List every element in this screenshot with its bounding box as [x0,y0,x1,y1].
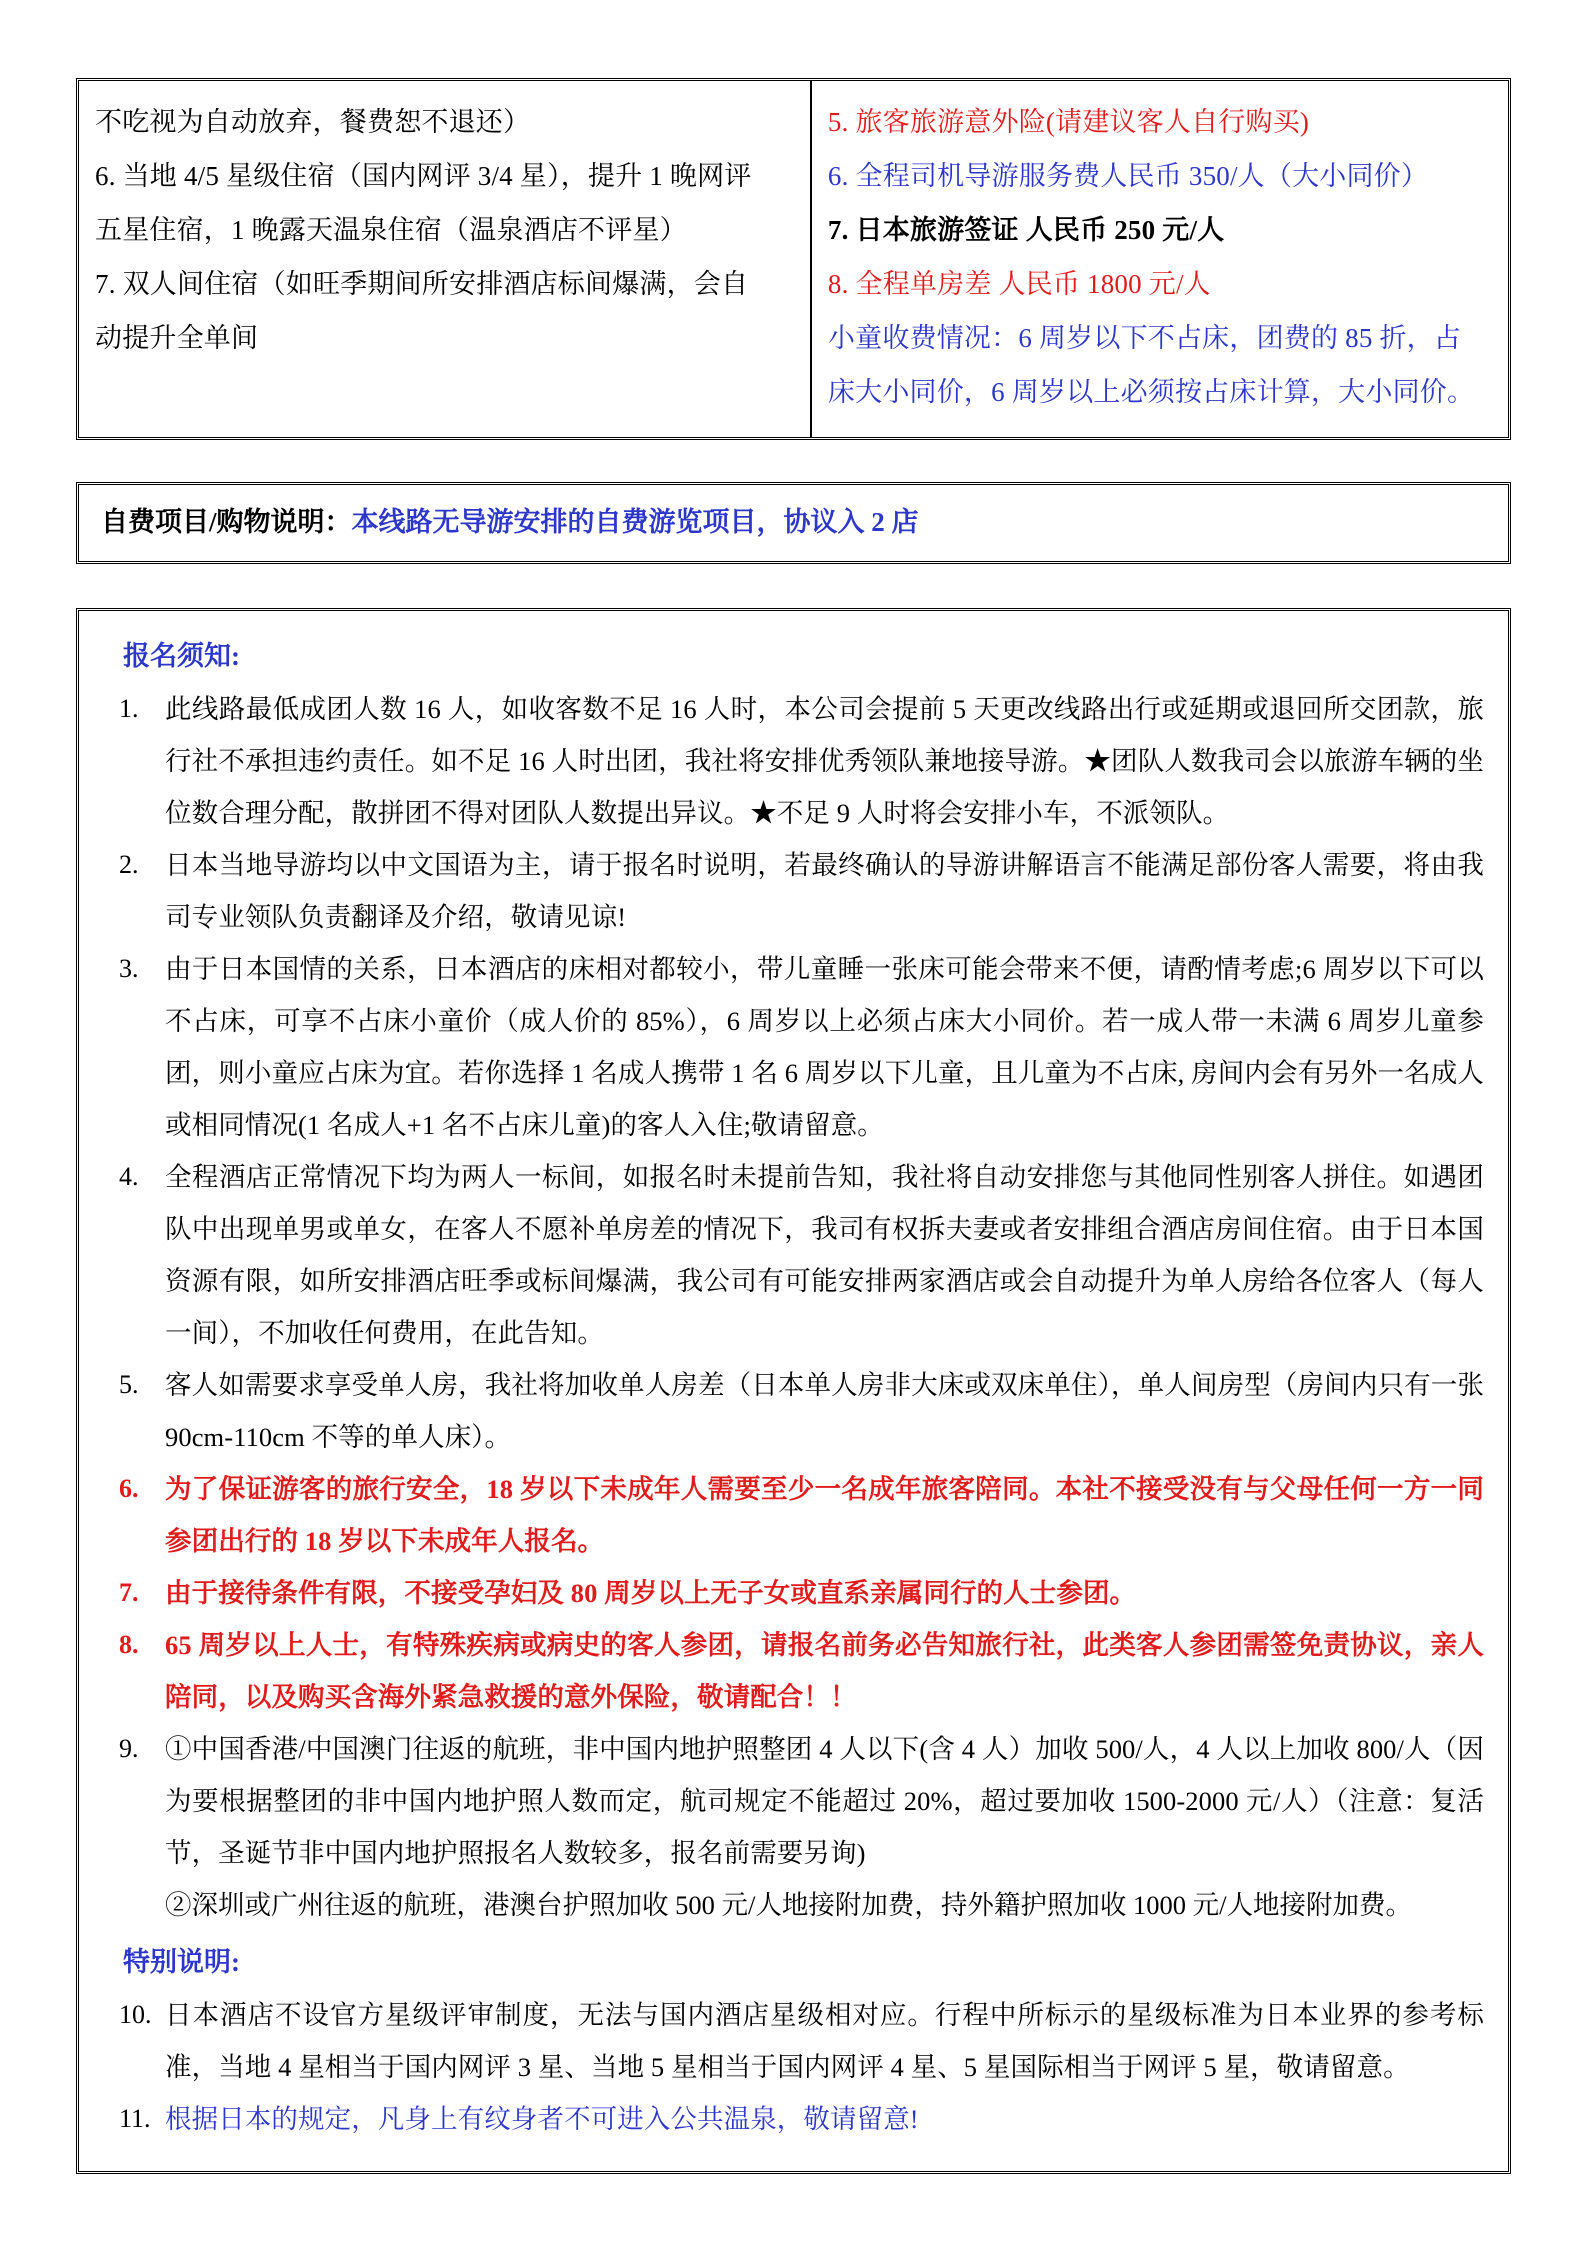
self-pay-shopping-box [76,482,1511,564]
exclusion-item-6: 6. 全程司机导游服务费人民币 350/人（大小同价） [827,161,1429,191]
notice-item-number: 10. [119,2000,152,2029]
notice-item-3 [103,943,1484,1151]
notice-item-text: 日本当地导游均以中文国语为主，请于报名时说明，若最终确认的导游讲解语言不能满足部份客人需要，将由我司专业领队负责翻译及介绍，敬请见谅! [165,850,1484,932]
left-line-1: 6. 当地 4/5 星级住宿（国内网评 3/4 星），提升 1 晚网评 [95,161,752,191]
notice-item-number: 3. [119,954,139,983]
notice-item-number: 9. [119,1734,139,1763]
notice-item-1 [103,683,1484,839]
left-line-3: 7. 双人间住宿（如旺季期间所安排酒店标间爆满，会自 [95,269,749,299]
notice-item-10 [103,1989,1484,2093]
notice-item-text: 日本酒店不设官方星级评审制度，无法与国内酒店星级相对应。行程中所标示的星级标准为日本业界的参考标准，当地 4 星相当于国内网评 3 星、当地 5 星相当于国内网评 4 星、5 星国际相当于网评 5 星，敬请留意。 [165,2000,1484,2082]
self-pay-label: 自费项目/购物说明： [101,507,352,537]
self-pay-line [101,505,1486,539]
registration-notice-box [76,608,1511,2174]
notice-item-7 [103,1567,1484,1619]
notice-item-number: 4. [119,1162,139,1191]
inclusions-exclusions-table [76,78,1511,440]
notice-item-text: 由于日本国情的关系，日本酒店的床相对都较小，带儿童睡一张床可能会带来不便，请酌情考虑;6 周岁以下可以不占床，可享不占床小童价（成人价的 85%），6 周岁以上必须占床大小同价。若一成人带一未满 6 周岁儿童参团，则小童应占床为宜。若你选择 1 名成人携带 1 名 6 周岁以下儿童，且儿童为不占床, 房间内会有另外一名成人或相同情况(1 名成人+1 名不占床儿童)的客人入住;敬请留意。 [165,954,1484,1140]
notice-item-4 [103,1151,1484,1359]
notice-item-number: 5. [119,1370,139,1399]
notice-item-text: 此线路最低成团人数 16 人，如收客数不足 16 人时，本公司会提前 5 天更改线路出行或延期或退回所交团款，旅行社不承担违约责任。如不足 16 人时出团，我社将安排优秀领队兼地接导游。★团队人数我司会以旅游车辆的坐位数合理分配，散拼团不得对团队人数提出异议。★不足 9 人时将会安排小车，不派领队。 [165,694,1484,828]
exclusion-item-8: 8. 全程单房差 人民币 1800 元/人 [827,269,1211,299]
notice-item-text: ①中国香港/中国澳门往返的航班，非中国内地护照整团 4 人以下(含 4 人）加收 500/人，4 人以上加收 800/人（因为要根据整团的非中国内地护照人数而定，航司规定不能超过 20%，超过要加收 1500-2000 元/人）（注意：复活节，圣诞节非中国内地护照报名人数较多，报名前需要另询) [165,1734,1484,1868]
notice-item-text: 根据日本的规定，凡身上有纹身者不可进入公共温泉，敬请留意! [165,2104,919,2134]
notice-item-9-sub: ②深圳或广州往返的航班，港澳台护照加收 500 元/人地接附加费，持外籍护照加收 1000 元/人地接附加费。 [165,1890,1412,1920]
notice-item-text: 为了保证游客的旅行安全，18 岁以下未成年人需要至少一名成年旅客陪同。本社不接受没有与父母任何一方一同参团出行的 18 岁以下未成年人报名。 [165,1474,1484,1556]
table-cell-left [79,81,812,437]
notice-item-6 [103,1463,1484,1567]
notice-item-number: 6. [119,1474,139,1503]
exclusion-item-5: 5. 旅客旅游意外险(请建议客人自行购买) [827,107,1310,137]
notice-item-8 [103,1619,1484,1723]
notice-item-number: 7. [119,1578,139,1607]
notice-item-11 [103,2093,1484,2145]
left-line-0: 不吃视为自动放弃，餐费恕不退还） [95,107,531,137]
left-line-2: 五星住宿，1 晚露天温泉住宿（温泉酒店不评星） [95,215,687,245]
notice-item-text: 65 周岁以上人士，有特殊疾病或病史的客人参团，请报名前务必告知旅行社，此类客人参团需签免责协议，亲人陪同，以及购买含海外紧急救援的意外保险，敬请配合！！ [165,1630,1484,1712]
notice-item-5 [103,1359,1484,1463]
exclusion-item-7: 7. 日本旅游签证 人民币 250 元/人 [827,215,1225,245]
table-cell-right [812,81,1508,437]
notice-item-text: 全程酒店正常情况下均为两人一标间，如报名时未提前告知，我社将自动安排您与其他同性别客人拼住。如遇团队中出现单男或单女，在客人不愿补单房差的情况下，我司有权拆夫妻或者安排组合酒店房间住宿。由于日本国资源有限，如所安排酒店旺季或标间爆满，我公司有可能安排两家酒店或会自动提升为单人房给各位客人（每人一间），不加收任何费用，在此告知。 [165,1162,1484,1348]
notice-item-9 [103,1723,1484,1879]
notice-item-number: 8. [119,1630,139,1659]
notice-item-2 [103,839,1484,943]
notice-item-number: 2. [119,850,139,879]
notice-item-text: 客人如需要求享受单人房，我社将加收单人房差（日本单人房非大床或双床单住），单人间房型（房间内只有一张 90cm-110cm 不等的单人床）。 [165,1370,1484,1452]
special-notes-heading: 特别说明: [123,1947,240,1977]
child-policy-line-1: 床大小同价，6 周岁以上必须按占床计算，大小同价。 [827,377,1475,407]
notice-heading: 报名须知: [123,641,240,671]
self-pay-value: 本线路无导游安排的自费游览项目，协议入 2 店 [351,507,919,537]
notice-item-number: 1. [119,694,139,723]
child-policy-line-0: 小童收费情况：6 周岁以下不占床，团费的 85 折，占 [827,323,1462,353]
notice-item-text: 由于接待条件有限，不接受孕妇及 80 周岁以上无子女或直系亲属同行的人士参团。 [165,1578,1137,1608]
notice-item-number: 11. [119,2104,151,2133]
left-line-4: 动提升全单间 [95,323,259,353]
